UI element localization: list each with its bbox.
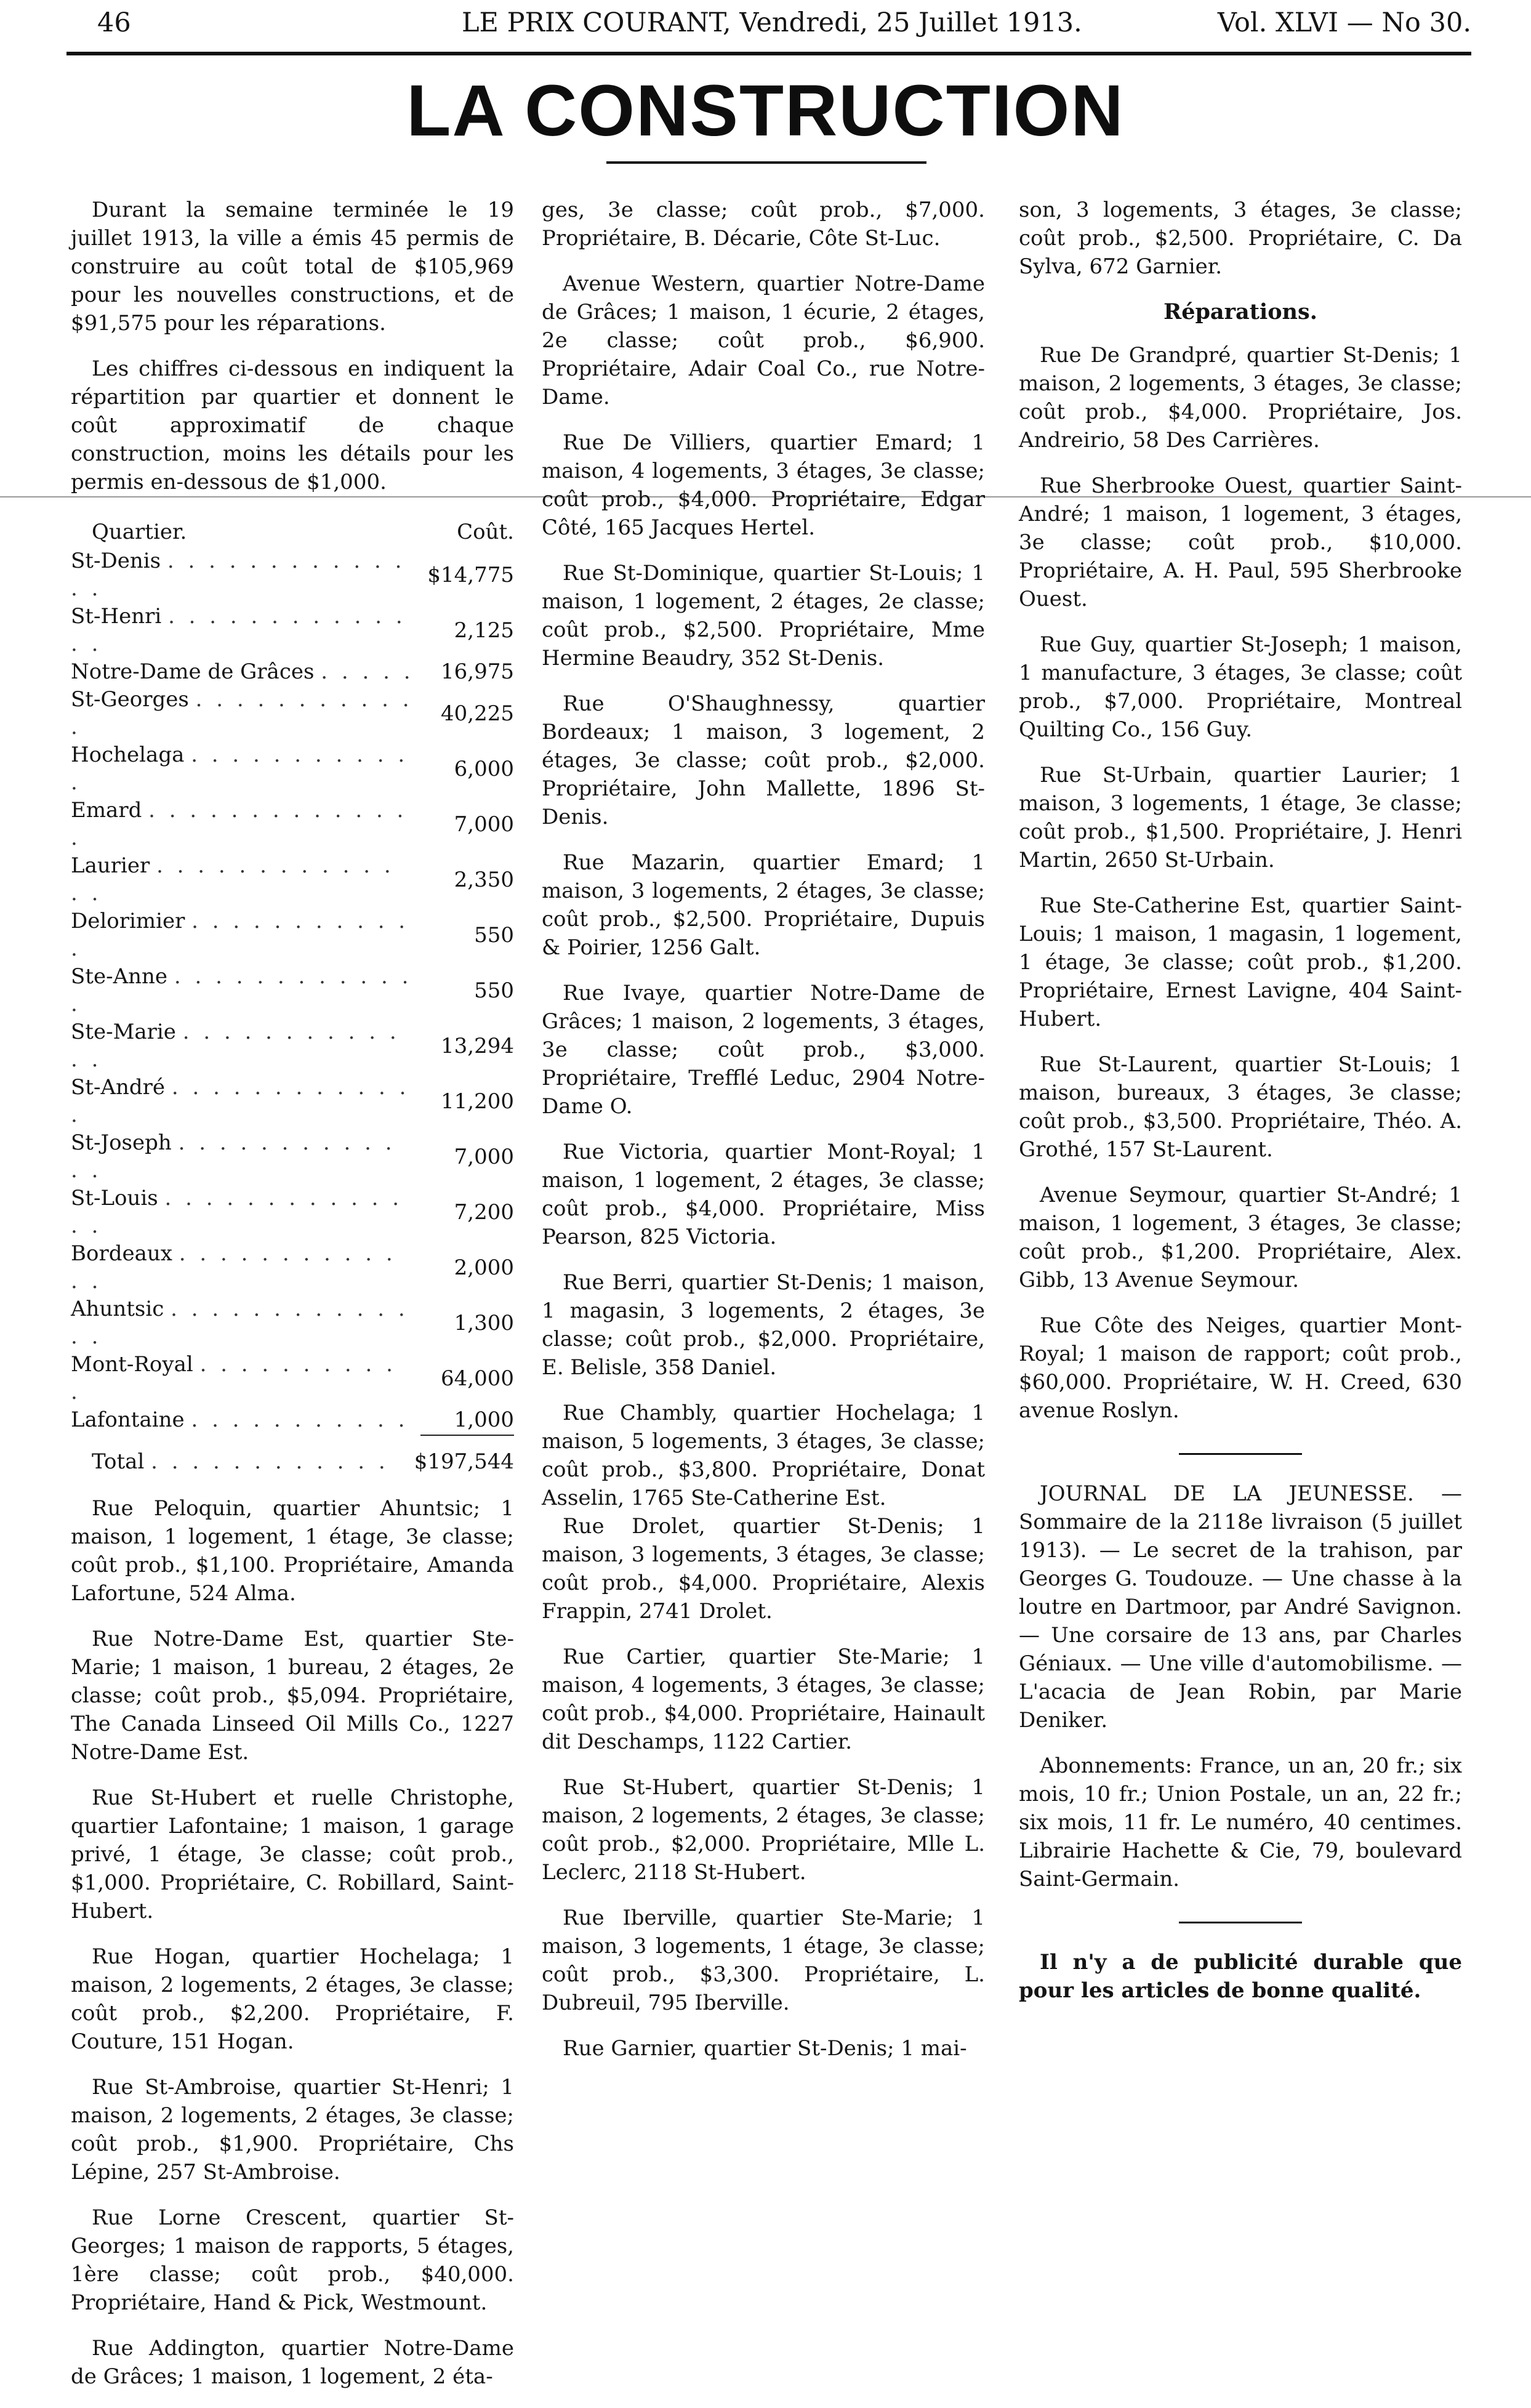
ward-name: Ste-Anne: [71, 964, 168, 989]
repair-entry: Rue Sherbrooke Ouest, quartier Saint-André; 1 maison, 1 logement, 3 étages, 3e classe; coût prob., $10,000. Propriétaire, A. H. Paul, 595 Sherbrooke Ouest.: [1019, 473, 1462, 611]
reparations-heading: Réparations.: [1163, 299, 1317, 324]
page-number: 46: [97, 7, 131, 38]
permit-entry: Rue Chambly, quartier Hochelaga; 1 maison, 5 logements, 3 étages, 3e classe; coût prob., $3,800. Propriétaire, Donat Asselin, 1765 Ste-Catherine Est.: [542, 1401, 985, 1510]
table-row: Ste-Marie . . . . . . . . . . . . . 13,294: [71, 1018, 514, 1074]
ward-cost: 64,000: [441, 1366, 514, 1391]
table-row: St-Denis . . . . . . . . . . . . . . $14,775: [71, 547, 514, 603]
volume-number: Vol. XLVI — No 30.: [1217, 7, 1471, 38]
ward-name: St-André: [71, 1075, 166, 1100]
table-header-row: [71, 518, 514, 547]
permit-entry: Rue Victoria, quartier Mont-Royal; 1 maison, 1 logement, 2 étages, 3e classe; coût prob., $4,000. Propriétaire, Miss Pearson, 825 Victoria.: [542, 1140, 985, 1249]
permit-entry: Rue Mazarin, quartier Emard; 1 maison, 3 logements, 2 étages, 3e classe; coût prob., $2,500. Propriétaire, Dupuis & Poirier, 1256 Galt.: [542, 850, 985, 960]
repair-entry: Avenue Seymour, quartier St-André; 1 maison, 1 logement, 3 étages, 3e classe; coût prob., $1,200. Propriétaire, Alex. Gibb, 13 Avenue Seymour.: [1019, 1183, 1462, 1292]
repair-entry: Rue De Grandpré, quartier St-Denis; 1 maison, 2 logements, 3 étages, 3e classe; coût prob., $4,000. Propriétaire, Jos. Andreirio, 58 Des Carrières.: [1019, 343, 1462, 453]
ward-cost: 1,300: [454, 1310, 514, 1335]
publication-line: LE PRIX COURANT, Vendredi, 25 Juillet 1913.: [462, 7, 1082, 38]
ward-name: Hochelaga: [71, 743, 185, 767]
ward-cost: 7,000: [454, 1144, 514, 1169]
permit-entry: Rue Peloquin, quartier Ahuntsic; 1 maison, 1 logement, 1 étage, 3e classe; coût prob., $1,100. Propriétaire, Amanda Lafortune, 524 Alma.: [71, 1496, 514, 1606]
ward-name: St-Denis: [71, 549, 161, 573]
title-rule: [606, 161, 926, 164]
ward-cost: 40,225: [441, 701, 514, 726]
ward-name: Delorimier: [71, 909, 185, 933]
table-row: Emard . . . . . . . . . . . . . . 7,000: [71, 797, 514, 852]
repair-entry: Rue St-Urbain, quartier Laurier; 1 maison, 3 logements, 1 étage, 3e classe; coût prob., $1,500. Propriétaire, J. Henri Martin, 2650 St-Urbain.: [1019, 763, 1462, 872]
permit-entry: Rue Berri, quartier St-Denis; 1 maison, 1 magasin, 3 logements, 2 étages, 3e classe; coût prob., $2,000. Propriétaire, E. Belisle, 358 Daniel.: [542, 1270, 985, 1380]
ward-cost: $14,775: [427, 562, 514, 587]
ward-name: Lafontaine: [71, 1407, 185, 1432]
repair-entry: Rue Côte des Neiges, quartier Mont-Royal; 1 maison de rapport; coût prob., $60,000. Propriétaire, W. H. Creed, 630 avenue Roslyn.: [1019, 1313, 1462, 1423]
table-row: Delorimier . . . . . . . . . . . . 550: [71, 908, 514, 963]
permit-entry: Rue Cartier, quartier Ste-Marie; 1 maison, 4 logements, 3 étages, 3e classe; coût prob., $4,000. Propriétaire, Hainault dit Deschamps, 1122 Cartier.: [542, 1645, 985, 1754]
ward-cost: 2,125: [454, 618, 514, 643]
ward-cost: 6,000: [454, 756, 514, 781]
ward-name: Ste-Marie: [71, 1020, 176, 1044]
ward-name: St-Georges: [71, 687, 189, 712]
ward-name: Emard: [71, 798, 142, 823]
total-value: $197,544: [414, 1449, 514, 1474]
ward-cost: 550: [474, 978, 514, 1003]
table-row: Mont-Royal . . . . . . . . . . . 64,000: [71, 1351, 514, 1406]
ward-cost: 2,000: [454, 1255, 514, 1280]
ward-cost: 16,975: [441, 659, 514, 684]
permit-entry: Rue St-Hubert, quartier St-Denis; 1 maison, 2 logements, 2 étages, 3e classe; coût prob., $2,000. Propriétaire, Mlle L. Leclerc, 2118 St-Hubert.: [542, 1775, 985, 1885]
total-row: Total . . . . . . . . . . . . $197,544: [71, 1436, 514, 1476]
repair-entry: Rue St-Laurent, quartier St-Louis; 1 maison, bureaux, 3 étages, 3e classe; coût prob., $3,500. Propriétaire, Théo. A. Grothé, 157 St-Laurent.: [1019, 1052, 1462, 1162]
total-label: Total: [92, 1449, 145, 1474]
table-row: St-André . . . . . . . . . . . . . 11,200: [71, 1074, 514, 1129]
permit-entry: Avenue Western, quartier Notre-Dame de Grâces; 1 maison, 1 écurie, 2 étages, 2e classe; coût prob., $6,900. Propriétaire, Adair Coal Co., rue Notre-Dame.: [542, 272, 985, 409]
table-row: Hochelaga . . . . . . . . . . . . 6,000: [71, 741, 514, 797]
permit-entry: Rue Addington, quartier Notre-Dame de Grâces; 1 maison, 1 logement, 2 éta-: [71, 2336, 514, 2389]
costs-by-ward-table: [71, 518, 514, 1476]
section-rule: [1179, 1453, 1302, 1455]
table-row: Lafontaine . . . . . . . . . . . 1,000: [71, 1406, 514, 1434]
permit-entry: Rue Iberville, quartier Ste-Marie; 1 maison, 3 logements, 1 étage, 3e classe; coût prob., $3,300. Propriétaire, L. Dubreuil, 795 Iberville.: [542, 1906, 985, 2015]
column-2: [542, 196, 985, 2080]
column-header-quartier: Quartier.: [92, 520, 187, 544]
column-3: [1019, 196, 1462, 2022]
ward-name: Laurier: [71, 853, 150, 878]
ward-cost: 11,200: [441, 1089, 514, 1114]
permit-entry-continued: son, 3 logements, 3 étages, 3e classe; coût prob., $2,500. Propriétaire, C. Da Sylva, 672 Garnier.: [1019, 198, 1462, 279]
table-row: Ste-Anne . . . . . . . . . . . . . 550: [71, 963, 514, 1018]
repair-entry: Rue Ste-Catherine Est, quartier Saint-Louis; 1 maison, 1 magasin, 1 logement, 1 étage, 3e classe; coût prob., $1,200. Propriétaire, Ernest Lavigne, 404 Saint-Hubert.: [1019, 893, 1462, 1031]
table-row: St-Joseph . . . . . . . . . . . . . 7,000: [71, 1129, 514, 1185]
permit-entry-continued: ges, 3e classe; coût prob., $7,000. Propriétaire, B. Décarie, Côte St-Luc.: [542, 198, 985, 251]
permit-entry: Rue St-Hubert et ruelle Christophe, quartier Lafontaine; 1 maison, 1 garage privé, 1 étage, 3e classe; coût prob., $1,000. Propriétaire, C. Robillard, Saint-Hubert.: [71, 1786, 514, 1923]
column-1: [71, 196, 514, 2408]
journal-notice: JOURNAL DE LA JEUNESSE. — Sommaire de la 2118e livraison (5 juillet 1913). — Le secret de la trahison, par Georges G. Toudouze. — Une chasse à la loutre en Dartmoor, par André Savignon. — Une corsaire de 13 ans, par Charles Géniaux. — Une ville d'automobilisme. — L'acacia de Jean Robin, par Marie Deniker.: [1019, 1481, 1462, 1733]
ward-name: St-Joseph: [71, 1130, 172, 1155]
ward-cost: 2,350: [454, 867, 514, 892]
permit-entry: Rue Hogan, quartier Hochelaga; 1 maison, 2 logements, 2 étages, 3e classe; coût prob., $2,200. Propriétaire, F. Couture, 151 Hogan.: [71, 1944, 514, 2054]
ward-name: St-Louis: [71, 1186, 158, 1210]
table-row: St-Henri . . . . . . . . . . . . . . 2,125: [71, 603, 514, 658]
permit-entry: Rue Ivaye, quartier Notre-Dame de Grâces; 1 maison, 2 logements, 3 étages, 3e classe; coût prob., $3,000. Propriétaire, Trefflé Leduc, 2904 Notre-Dame O.: [542, 981, 985, 1119]
table-row: Bordeaux . . . . . . . . . . . . . 2,000: [71, 1240, 514, 1295]
ward-name: St-Henri: [71, 604, 162, 629]
repair-entry: Rue Guy, quartier St-Joseph; 1 maison, 1 manufacture, 3 étages, 3e classe; coût prob., $7,000. Propriétaire, Montreal Quilting Co., 156 Guy.: [1019, 632, 1462, 742]
permit-entry: Rue De Villiers, quartier Emard; 1 maison, 4 logements, 3 étages, 3e classe; coût prob., $4,000. Propriétaire, Edgar Côté, 165 Jacques Hertel.: [542, 430, 985, 540]
ward-name: Mont-Royal: [71, 1352, 193, 1377]
table-row: Notre-Dame de Grâces . . . . . 16,975: [71, 658, 514, 686]
ward-name: Notre-Dame de Grâces: [71, 659, 315, 684]
header-rule: [66, 52, 1471, 55]
permit-entry: Rue Notre-Dame Est, quartier Ste-Marie; 1 maison, 1 bureau, 2 étages, 2e classe; coût prob., $5,094. Propriétaire, The Canada Linseed Oil Mills Co., 1227 Notre-Dame Est.: [71, 1627, 514, 1765]
ward-name: Bordeaux: [71, 1241, 172, 1266]
table-row: St-Louis . . . . . . . . . . . . . . 7,200: [71, 1185, 514, 1240]
ward-cost: 7,200: [454, 1199, 514, 1225]
permit-entry: Rue O'Shaughnessy, quartier Bordeaux; 1 maison, 3 logement, 2 étages, 3e classe; coût prob., $2,000. Propriétaire, John Mallette, 1896 St-Denis.: [542, 691, 985, 829]
table-row: Ahuntsic . . . . . . . . . . . . . . 1,300: [71, 1295, 514, 1351]
ward-cost: 1,000: [454, 1407, 514, 1432]
column-header-cout: Coût.: [457, 520, 514, 544]
table-row: Laurier . . . . . . . . . . . . . . 2,350: [71, 852, 514, 908]
intro-paragraph: Les chiffres ci-dessous en indiquent la répartition par quartier et donnent le coût approximatif de chaque construction, moins les détails pour les permis en-dessous de $1,000.: [71, 356, 514, 494]
intro-paragraph: Durant la semaine terminée le 19 juillet 1913, la ville a émis 45 permis de construire au coût total de $105,969 pour les nouvelles constructions, et de $91,575 pour les réparations.: [71, 198, 514, 336]
closing-slogan: Il n'y a de publicité durable que pour les articles de bonne qualité.: [1019, 1950, 1462, 2003]
table-row: St-Georges . . . . . . . . . . . . 40,225: [71, 686, 514, 741]
section-rule: [1179, 1922, 1302, 1923]
permit-entry: Rue Drolet, quartier St-Denis; 1 maison, 3 logements, 3 étages, 3e classe; coût prob., $4,000. Propriétaire, Alexis Frappin, 2741 Drolet.: [542, 1514, 985, 1624]
permit-entry: Rue St-Dominique, quartier St-Louis; 1 maison, 1 logement, 2 étages, 2e classe; coût prob., $2,500. Propriétaire, Mme Hermine Beaudry, 352 St-Denis.: [542, 561, 985, 670]
permit-entry: Rue Lorne Crescent, quartier St-Georges; 1 maison de rapports, 5 étages, 1ère classe; coût prob., $40,000. Propriétaire, Hand & Pick, Westmount.: [71, 2205, 514, 2315]
ward-cost: 7,000: [454, 811, 514, 837]
page-title: LA CONSTRUCTION: [406, 70, 1125, 151]
permit-entry: Rue St-Ambroise, quartier St-Henri; 1 maison, 2 logements, 2 étages, 3e classe; coût prob., $1,900. Propriétaire, Chs Lépine, 257 St-Ambroise.: [71, 2075, 514, 2185]
subscription-notice: Abonnements: France, un an, 20 fr.; six mois, 10 fr.; Union Postale, un an, 22 fr.; six mois, 11 fr. Le numéro, 40 centimes. Librairie Hachette & Cie, 79, boulevard Saint-Germain.: [1019, 1754, 1462, 1891]
running-header: [68, 7, 1471, 44]
ward-cost: 13,294: [441, 1033, 514, 1058]
ward-cost: 550: [474, 922, 514, 948]
permit-entry: Rue Garnier, quartier St-Denis; 1 mai-: [563, 2036, 967, 2061]
ward-name: Ahuntsic: [71, 1297, 164, 1321]
